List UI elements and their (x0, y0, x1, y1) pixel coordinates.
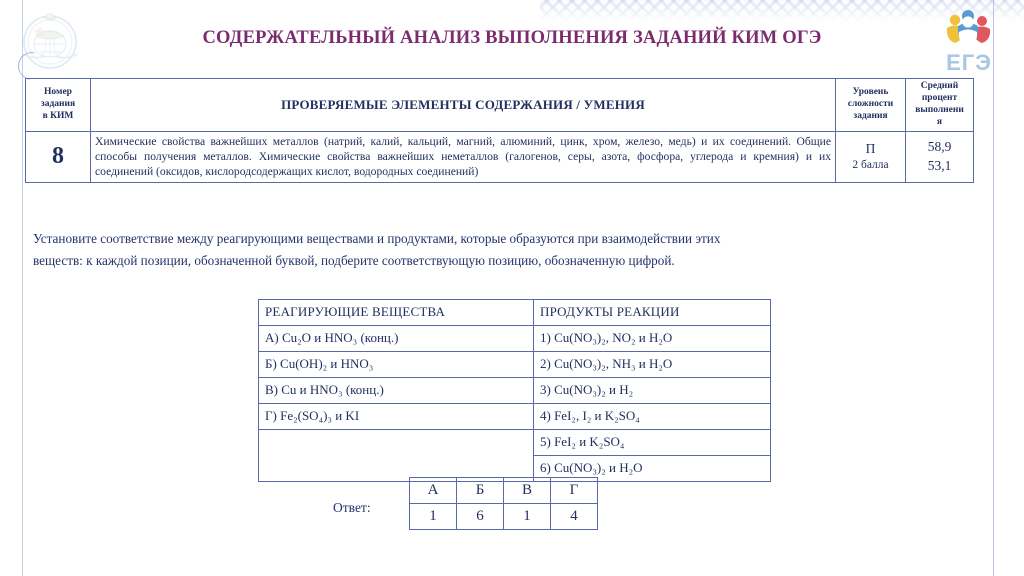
header-line-2: процент (921, 92, 958, 103)
header-line-2: сложности (847, 98, 894, 109)
answer-label: Ответ: (333, 500, 371, 515)
header-line-4: я (936, 116, 943, 127)
ege-logo-label: ЕГЭ (946, 50, 992, 75)
column-header-elements: ПРОВЕРЯЕМЫЕ ЭЛЕМЕНТЫ СОДЕРЖАНИЯ / УМЕНИЯ (91, 79, 836, 132)
column-header-percent (906, 79, 974, 132)
header-line-1: Номер (44, 86, 72, 97)
percent-value-2: 53,1 (927, 157, 952, 173)
header-line-1: Уровень (852, 86, 889, 97)
column-header-task-number (26, 79, 91, 132)
task-level-value (836, 131, 906, 182)
table-header-row (26, 79, 974, 132)
answer-values-row (410, 504, 598, 530)
header-line-3: в КИМ (42, 110, 74, 121)
product-item-5: 5) FeI₂ и K₂SO₄ (534, 430, 771, 456)
page-frame-right-line (993, 0, 994, 576)
reagent-empty-cell (259, 430, 534, 456)
percent-value-1: 58,9 (927, 139, 952, 155)
page-frame-left-line (22, 0, 23, 576)
reagent-item-g: Г) Fe₂(SO₄)₃ и KI (259, 404, 534, 430)
answer-table (409, 477, 598, 530)
table-row (259, 404, 771, 430)
product-item-6: 6) Cu(NO₃)₂ и H₂O (534, 456, 771, 482)
answer-letter-v: В (504, 478, 551, 504)
answer-letter-b: Б (457, 478, 504, 504)
task-percent-value (906, 131, 974, 182)
answer-letter-g: Г (551, 478, 598, 504)
column-header-level (836, 79, 906, 132)
header-line-3: выполнени (915, 104, 964, 115)
reagent-item-v: В) Cu и HNO₃ (конц.) (259, 378, 534, 404)
matching-header-products: ПРОДУКТЫ РЕАКЦИИ (534, 300, 771, 326)
product-item-4: 4) FeI₂, I₂ и K₂SO₄ (534, 404, 771, 430)
product-item-3: 3) Cu(NO₃)₂ и H₂ (534, 378, 771, 404)
page-title: СОДЕРЖАТЕЛЬНЫЙ АНАЛИЗ ВЫПОЛНЕНИЯ ЗАДАНИЙ КИМ ОГЭ (202, 28, 822, 48)
task-description-value: Химические свойства важнейших металлов (натрий, калий, кальций, магний, алюминий, цинк, хром, железо, медь) и их соединений. Общие способы получения металлов. Химические свойства важнейших неметаллов (галогенов, серы, азота, фосфора, углерода и кремния) и их соединений (оксидов, кислородсодержащих кислот, водородных соединений) (91, 131, 836, 182)
level-points: 2 балла (852, 159, 889, 172)
table-row (259, 378, 771, 404)
task-number-value: 8 (26, 131, 91, 182)
answer-value-b: 6 (457, 504, 504, 530)
answer-value-g: 4 (551, 504, 598, 530)
table-row (259, 326, 771, 352)
header-line-3: задания (853, 110, 888, 121)
table-row (259, 352, 771, 378)
product-item-2: 2) Cu(NO₃)₂, NH₃ и H₂O (534, 352, 771, 378)
reagent-item-b: Б) Cu(OH)₂ и HNO₃ (259, 352, 534, 378)
product-item-1: 1) Cu(NO₃)₂, NO₂ и H₂O (534, 326, 771, 352)
header-line-2: задания (40, 98, 76, 109)
answer-value-a: 1 (410, 504, 457, 530)
table-row (26, 131, 974, 182)
reagent-item-a: А) Cu₂O и HNO₃ (конц.) (259, 326, 534, 352)
answer-letter-a: А (410, 478, 457, 504)
task-instruction (33, 228, 993, 272)
ministry-emblem-icon (14, 6, 86, 74)
matching-header-row (259, 300, 771, 326)
header-line-1: Средний (920, 81, 959, 91)
task-info-table (25, 78, 974, 183)
table-row (259, 430, 771, 456)
level-code: П (865, 140, 876, 156)
answer-letters-row (410, 478, 598, 504)
instruction-line-2: веществ: к каждой позиции, обозначенной буквой, подберите соответствующую позицию, обозначенную цифрой. (33, 252, 675, 268)
matching-header-reagents: РЕАГИРУЮЩИЕ ВЕЩЕСТВА (259, 300, 534, 326)
instruction-line-1: Установите соответствие между реагирующими веществами и продуктами, которые образуются при взаимодействии этих (33, 231, 721, 246)
answer-value-v: 1 (504, 504, 551, 530)
matching-table (258, 299, 771, 482)
